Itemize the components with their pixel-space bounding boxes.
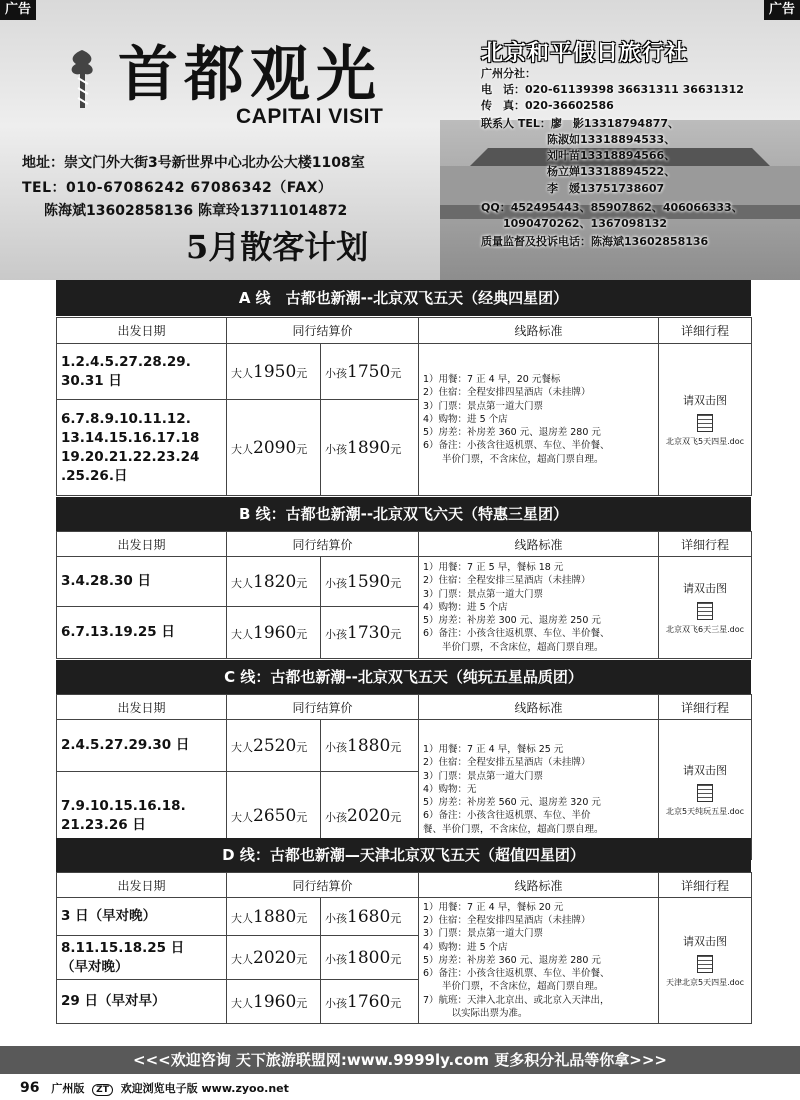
- child-price-label: 小孩: [325, 996, 347, 1010]
- table-row: [57, 720, 752, 772]
- child-price-unit: 元: [390, 442, 402, 456]
- adult-price-label: 大人: [231, 996, 253, 1010]
- child-price-unit: 元: [390, 996, 402, 1010]
- standard-header: 线路标准: [419, 318, 659, 344]
- document-filename[interactable]: 天津北京5天四星.doc: [666, 978, 745, 987]
- adult-price: [227, 898, 321, 936]
- detail-header: 详细行程: [659, 695, 752, 720]
- child-price-value: 2020: [347, 805, 391, 826]
- child-price-unit: 元: [390, 740, 402, 754]
- adult-price-unit: 元: [296, 576, 308, 590]
- child-price-value: 1590: [347, 571, 391, 592]
- child-price: [321, 557, 419, 607]
- adult-price: [227, 400, 321, 496]
- route-standard: 1）用餐：7 正 4 早，餐标 25 元 2）住宿：全程安排五星酒店（未挂牌） 3）门票：景点第一道大门票 4）购物：无 5）房差：补房差 560 元、退房差 320 元 6）备注：小孩含往返机票、车位、半价 餐、半价门票，不含床位，超高门票自理。: [419, 720, 659, 860]
- route-table: [56, 317, 752, 496]
- word-document-icon[interactable]: [697, 784, 713, 802]
- child-price-value: 1680: [347, 906, 391, 927]
- departure-dates: 2.4.5.27.29.30 日: [57, 720, 227, 772]
- child-price: [321, 607, 419, 659]
- plan-title: 5月散客计划: [186, 228, 369, 266]
- child-price: [321, 936, 419, 980]
- adult-price-label: 大人: [231, 740, 253, 754]
- child-price-unit: 元: [390, 952, 402, 966]
- agency-line: 陈淑如13318894533、: [481, 133, 676, 146]
- agency-line: 传 真：020-36602586: [481, 99, 614, 112]
- adult-price-label: 大人: [231, 911, 253, 925]
- child-price-value: 1880: [347, 735, 391, 756]
- child-price-value: 1730: [347, 622, 391, 643]
- header-banner: [0, 0, 800, 280]
- ad-label: 广告: [764, 0, 800, 20]
- departure-dates: 7.9.10.15.16.18. 21.23.26 日: [57, 772, 227, 860]
- child-price-value: 1750: [347, 361, 391, 382]
- adult-price: [227, 344, 321, 400]
- table-row: [57, 557, 752, 607]
- route-title: D 线：古都也新潮—天津北京双飞五天（超值四星团）: [56, 838, 751, 872]
- detail-header: 详细行程: [659, 532, 752, 557]
- adult-price-unit: 元: [296, 366, 308, 380]
- adult-price-value: 1950: [253, 361, 297, 382]
- phone-fax: TEL：010-67086242 67086342（FAX）: [22, 180, 333, 196]
- route-standard: 1）用餐：7 正 5 早，餐标 18 元 2）住宿：全程安排三星酒店（未挂牌） 3）门票：景点第一道大门票 4）购物：进 5 个店 5）房差：补房差 300 元、退房差 250 元 6）备注：小孩含往返机票、车位、半价餐、 半价门票，不含床位，超高门票自理。: [419, 557, 659, 659]
- address: 地址：崇文门外大街3号新世界中心北办公大楼1108室: [22, 155, 365, 171]
- adult-price: [227, 936, 321, 980]
- date-header: 出发日期: [57, 532, 227, 557]
- itinerary-cell: [659, 344, 752, 496]
- adult-price-unit: 元: [296, 442, 308, 456]
- footer-banner[interactable]: <<<欢迎咨询 天下旅游联盟网:www.9999ly.com 更多积分礼品等你拿>>>: [0, 1046, 800, 1074]
- child-price-unit: 元: [390, 366, 402, 380]
- brand-title: 首都观光: [118, 40, 382, 110]
- child-price: [321, 898, 419, 936]
- adult-price-label: 大人: [231, 810, 253, 824]
- adult-price-value: 1820: [253, 571, 297, 592]
- word-document-icon[interactable]: [697, 414, 713, 432]
- adult-price-value: 2520: [253, 735, 297, 756]
- adult-price-label: 大人: [231, 366, 253, 380]
- child-price-label: 小孩: [325, 911, 347, 925]
- adult-price-unit: 元: [296, 911, 308, 925]
- adult-price: [227, 607, 321, 659]
- magazine-logo-icon: ZT: [92, 1084, 113, 1096]
- double-click-hint: 请双击图: [683, 764, 728, 777]
- agency-line: QQ：452495443、85907862、406066333、: [481, 201, 743, 214]
- adult-price-unit: 元: [296, 627, 308, 641]
- date-header: 出发日期: [57, 318, 227, 344]
- child-price-unit: 元: [390, 627, 402, 641]
- agency-line: 刘叶苗13318894566、: [481, 149, 676, 162]
- word-document-icon[interactable]: [697, 955, 713, 973]
- pillar-logo-icon: [62, 48, 102, 110]
- document-filename[interactable]: 北京5天纯玩五星.doc: [666, 807, 745, 816]
- date-header: 出发日期: [57, 873, 227, 898]
- child-price-label: 小孩: [325, 576, 347, 590]
- itinerary-cell: [659, 898, 752, 1024]
- adult-price-unit: 元: [296, 810, 308, 824]
- agency-line: 联系人 TEL：廖 影13318794877、: [481, 117, 680, 130]
- detail-header: 详细行程: [659, 318, 752, 344]
- table-row: [57, 898, 752, 936]
- route-standard: 1）用餐：7 正 4 早，餐标 20 元 2）住宿：全程安排四星酒店（未挂牌） 3）门票：景点第一道大门票 4）购物：进 5 个店 5）房差：补房差 360 元、退房差 280 元 6）备注：小孩含往返机票、车位、半价餐、 半价门票，不含床位，超高门票自理。 7）航班：天津入北京出、或北京入天津出， 以实际出票为准。: [419, 898, 659, 1024]
- adult-price-value: 2020: [253, 947, 297, 968]
- departure-dates: 6.7.8.9.10.11.12. 13.14.15.16.17.18 19.20.21.22.23.24 .25.26.日: [57, 400, 227, 496]
- departure-dates: 8.11.15.18.25 日 （早对晚）: [57, 936, 227, 980]
- route-title: B 线：古都也新潮--北京双飞六天（特惠三星团）: [56, 497, 751, 531]
- document-filename[interactable]: 北京双飞5天四星.doc: [666, 437, 745, 446]
- departure-dates: 3.4.28.30 日: [57, 557, 227, 607]
- standard-header: 线路标准: [419, 532, 659, 557]
- route-title: A 线 古都也新潮--北京双飞五天（经典四星团）: [56, 280, 751, 316]
- departure-dates: 3 日（早对晚）: [57, 898, 227, 936]
- child-price-unit: 元: [390, 576, 402, 590]
- adult-price-value: 1960: [253, 622, 297, 643]
- double-click-hint: 请双击图: [683, 582, 728, 595]
- standard-header: 线路标准: [419, 695, 659, 720]
- route-standard: 1）用餐：7 正 4 早，20 元餐标 2）住宿：全程安排四星酒店（未挂牌） 3）门票：景点第一道大门票 4）购物：进 5 个店 5）房差：补房差 360 元、退房差 280 元 6）备注：小孩含往返机票、车位、半价餐、 半价门票，不含床位，超高门票自理。: [419, 344, 659, 496]
- adult-price: [227, 720, 321, 772]
- double-click-hint: 请双击图: [683, 394, 728, 407]
- agency-name: 北京和平假日旅行社: [481, 41, 689, 66]
- agency-line: 李 媛13751738607: [481, 182, 665, 195]
- adult-price-label: 大人: [231, 952, 253, 966]
- adult-price-value: 1960: [253, 991, 297, 1012]
- departure-dates: 6.7.13.19.25 日: [57, 607, 227, 659]
- agency-line: 1090470262、1367098132: [481, 217, 668, 230]
- adult-price-label: 大人: [231, 442, 253, 456]
- standard-header: 线路标准: [419, 873, 659, 898]
- table-row: [57, 344, 752, 400]
- child-price-label: 小孩: [325, 810, 347, 824]
- price-header: 同行结算价: [227, 695, 419, 720]
- child-price-label: 小孩: [325, 627, 347, 641]
- route-table: [56, 872, 752, 1024]
- contact-mobiles: 陈海斌13602858136 陈章玲13711014872: [44, 203, 348, 219]
- itinerary-cell: [659, 557, 752, 659]
- adult-price-label: 大人: [231, 627, 253, 641]
- adult-price-value: 2090: [253, 437, 297, 458]
- child-price: [321, 344, 419, 400]
- child-price: [321, 980, 419, 1024]
- child-price: [321, 400, 419, 496]
- route-table: [56, 531, 752, 659]
- price-header: 同行结算价: [227, 532, 419, 557]
- agency-line: 质量监督及投诉电话：陈海斌13602858136: [481, 235, 709, 248]
- document-filename[interactable]: 北京双飞6天三星.doc: [666, 625, 745, 634]
- price-header: 同行结算价: [227, 318, 419, 344]
- edition-label: 广州版: [51, 1082, 85, 1095]
- route-title: C 线：古都也新潮--北京双飞五天（纯玩五星品质团）: [56, 660, 751, 694]
- adult-price: [227, 557, 321, 607]
- page-footer: [20, 1080, 289, 1096]
- date-header: 出发日期: [57, 695, 227, 720]
- agency-line: 杨立婵13318894522、: [481, 165, 676, 178]
- adult-price-value: 1880: [253, 906, 297, 927]
- adult-price-unit: 元: [296, 740, 308, 754]
- agency-line: 广州分社：: [481, 67, 536, 80]
- brand-subtitle: CAPITAI VISIT: [236, 105, 384, 128]
- child-price-label: 小孩: [325, 952, 347, 966]
- page-number: 96: [20, 1080, 40, 1096]
- adult-price-value: 2650: [253, 805, 297, 826]
- agency-line: 电 话：020-61139398 36631311 36631312: [481, 83, 744, 96]
- child-price-value: 1890: [347, 437, 391, 458]
- child-price-unit: 元: [390, 810, 402, 824]
- price-header: 同行结算价: [227, 873, 419, 898]
- child-price-label: 小孩: [325, 366, 347, 380]
- word-document-icon[interactable]: [697, 602, 713, 620]
- route-table: [56, 694, 752, 860]
- browse-link[interactable]: 欢迎浏览电子版 www.zyoo.net: [120, 1082, 289, 1095]
- child-price-label: 小孩: [325, 442, 347, 456]
- child-price-value: 1800: [347, 947, 391, 968]
- ad-label: 广告: [0, 0, 36, 20]
- child-price-value: 1760: [347, 991, 391, 1012]
- adult-price-unit: 元: [296, 952, 308, 966]
- departure-dates: 29 日（早对早）: [57, 980, 227, 1024]
- child-price-unit: 元: [390, 911, 402, 925]
- child-price-label: 小孩: [325, 740, 347, 754]
- double-click-hint: 请双击图: [683, 935, 728, 948]
- departure-dates: 1.2.4.5.27.28.29. 30.31 日: [57, 344, 227, 400]
- adult-price-label: 大人: [231, 576, 253, 590]
- detail-header: 详细行程: [659, 873, 752, 898]
- adult-price-unit: 元: [296, 996, 308, 1010]
- adult-price: [227, 980, 321, 1024]
- child-price: [321, 720, 419, 772]
